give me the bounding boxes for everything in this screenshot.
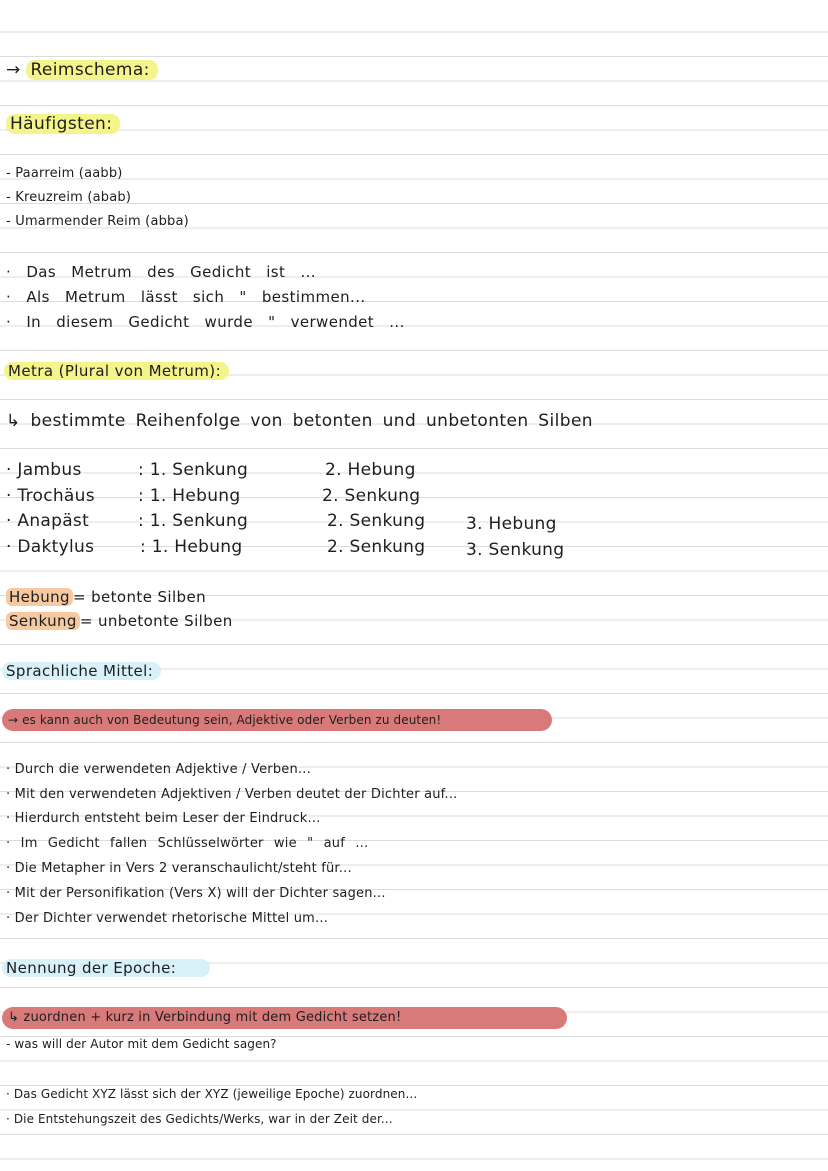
metrum-silbe1-trochaeus: : 1. Hebung [138, 486, 241, 506]
haeufigsten-heading [6, 114, 120, 134]
metrum-silbe2-daktylus: 2. Senkung [327, 537, 426, 557]
mittel-satz-5: · Die Metapher in Vers 2 veranschaulicht/steht für... [6, 861, 352, 876]
sprachliche-mittel-heading [2, 661, 161, 681]
haeufigsten-title: Häufigsten: [6, 114, 120, 134]
metrum-silbe2-jambus: 2. Hebung [325, 460, 416, 480]
metrum-name-anapaest: · Anapäst [6, 511, 90, 531]
reimschema-title: Reimschema: [26, 60, 157, 80]
metra-title: Metra (Plural von Metrum): [4, 362, 229, 380]
metrum-silbe1-daktylus: : 1. Hebung [140, 537, 243, 557]
metra-heading [4, 361, 229, 381]
metrum-silbe1-anapaest: : 1. Senkung [138, 511, 249, 531]
definition-senkung [6, 611, 233, 631]
mittel-banner-text: → es kann auch von Bedeutung sein, Adjektive oder Verben zu deuten! [8, 713, 442, 727]
epoche-banner-text: ↳ zuordnen + kurz in Verbindung mit dem Gedicht setzen! [8, 1010, 402, 1025]
epoche-satz-2: · Die Entstehungszeit des Gedichts/Werks, war in der Zeit der... [6, 1112, 393, 1126]
arrow-icon: → [6, 60, 21, 80]
metrum-name-daktylus: · Daktylus [6, 537, 95, 557]
metrum-satz-2: · Als Metrum lässt sich " bestimmen... [6, 288, 366, 306]
metrum-satz-3: · In diesem Gedicht wurde " verwendet ... [6, 313, 405, 331]
metrum-satz-1: · Das Metrum des Gedicht ist ... [6, 263, 316, 281]
reim-item-umarmend: - Umarmender Reim (abba) [6, 214, 189, 229]
reimschema-heading [6, 60, 158, 80]
metrum-silbe2-anapaest: 2. Senkung [327, 511, 426, 531]
metra-definition: ↳ bestimmte Reihenfolge von betonten und unbetonten Silben [6, 411, 593, 431]
metrum-silbe3-daktylus: 3. Senkung [466, 540, 565, 560]
metrum-silbe1-jambus: : 1. Senkung [138, 460, 249, 480]
metrum-silbe3-anapaest: 3. Hebung [466, 514, 557, 534]
hebung-def: = betonte Silben [72, 588, 207, 606]
reim-item-kreuzreim: - Kreuzreim (abab) [6, 190, 132, 205]
reim-item-paarreim: - Paarreim (aabb) [6, 166, 123, 181]
mittel-satz-7: · Der Dichter verwendet rhetorische Mittel um... [6, 911, 329, 926]
mittel-satz-4: · Im Gedicht fallen Schlüsselwörter wie " auf ... [6, 836, 369, 851]
metrum-name-trochaeus: · Trochäus [6, 486, 95, 506]
sprachliche-mittel-title: Sprachliche Mittel: [2, 662, 161, 680]
metrum-silbe2-trochaeus: 2. Senkung [322, 486, 421, 506]
mittel-satz-6: · Mit der Personifikation (Vers X) will der Dichter sagen... [6, 886, 386, 901]
senkung-term: Senkung [6, 612, 80, 630]
metrum-name-jambus: · Jambus [6, 460, 82, 480]
epoche-title: Nennung der Epoche: [2, 959, 210, 977]
mittel-satz-2: · Mit den verwendeten Adjektiven / Verben deutet der Dichter auf... [6, 787, 458, 802]
senkung-def: = unbetonte Silben [79, 612, 233, 630]
epoche-heading [2, 958, 210, 978]
epoche-frage: - was will der Autor mit dem Gedicht sagen? [6, 1037, 277, 1051]
epoche-satz-1: · Das Gedicht XYZ lässt sich der XYZ (jeweilige Epoche) zuordnen... [6, 1087, 418, 1101]
hebung-term: Hebung [6, 588, 73, 606]
mittel-satz-1: · Durch die verwendeten Adjektive / Verben... [6, 762, 311, 777]
definition-hebung [6, 587, 206, 607]
mittel-satz-3: · Hierdurch entsteht beim Leser der Eindruck... [6, 811, 321, 826]
